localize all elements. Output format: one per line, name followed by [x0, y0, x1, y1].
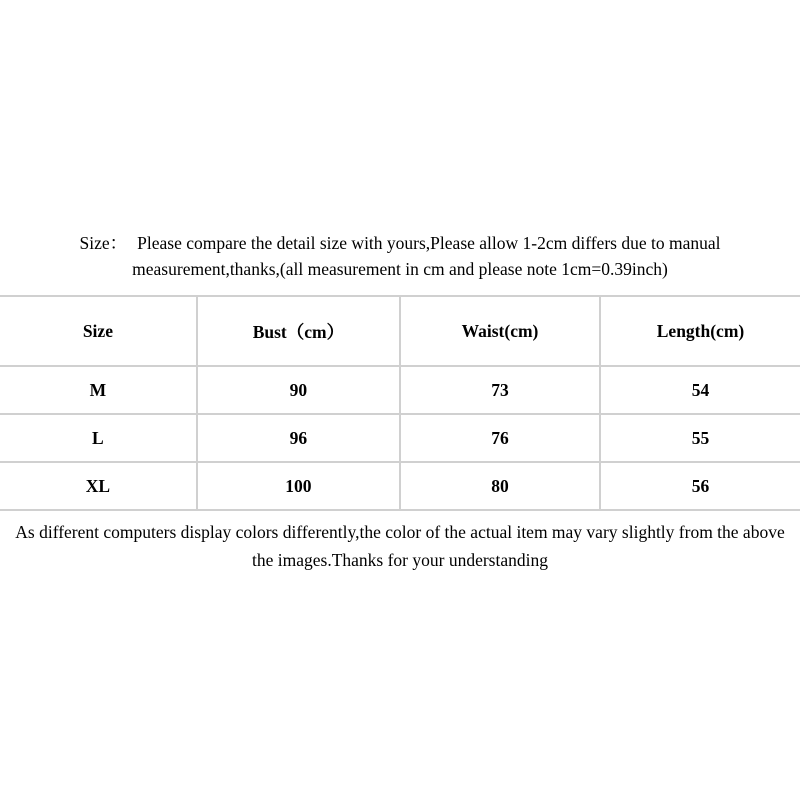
table-header-row — [0, 296, 800, 366]
header-bust: Bust（cm） — [197, 296, 400, 366]
cell-size-l: L — [0, 414, 197, 462]
cell-waist-m: 73 — [400, 366, 600, 414]
color-disclaimer-line2: the images.Thanks for your understanding — [252, 550, 548, 570]
cell-length-l: 55 — [600, 414, 800, 462]
header-size: Size — [0, 296, 197, 366]
size-note-label: Size： — [79, 233, 128, 253]
size-table — [0, 295, 800, 511]
table-row-m — [0, 366, 800, 414]
size-note-line1: Please compare the detail size with yours,Please allow 1-2cm differs due to manual — [137, 233, 721, 253]
cell-length-xl: 56 — [600, 462, 800, 510]
header-length: Length(cm) — [600, 296, 800, 366]
table-row-xl — [0, 462, 800, 510]
cell-waist-xl: 80 — [400, 462, 600, 510]
table-row-l — [0, 414, 800, 462]
color-disclaimer — [0, 518, 800, 574]
cell-bust-l: 96 — [197, 414, 400, 462]
cell-length-m: 54 — [600, 366, 800, 414]
size-note-line2: measurement,thanks,(all measurement in cm and please note 1cm=0.39inch) — [132, 259, 668, 279]
color-disclaimer-line1: As different computers display colors differently,the color of the actual item may vary slightly from the above — [15, 522, 785, 542]
cell-waist-l: 76 — [400, 414, 600, 462]
cell-bust-m: 90 — [197, 366, 400, 414]
cell-size-m: M — [0, 366, 197, 414]
header-waist: Waist(cm) — [400, 296, 600, 366]
size-note — [50, 230, 750, 282]
cell-bust-xl: 100 — [197, 462, 400, 510]
cell-size-xl: XL — [0, 462, 197, 510]
